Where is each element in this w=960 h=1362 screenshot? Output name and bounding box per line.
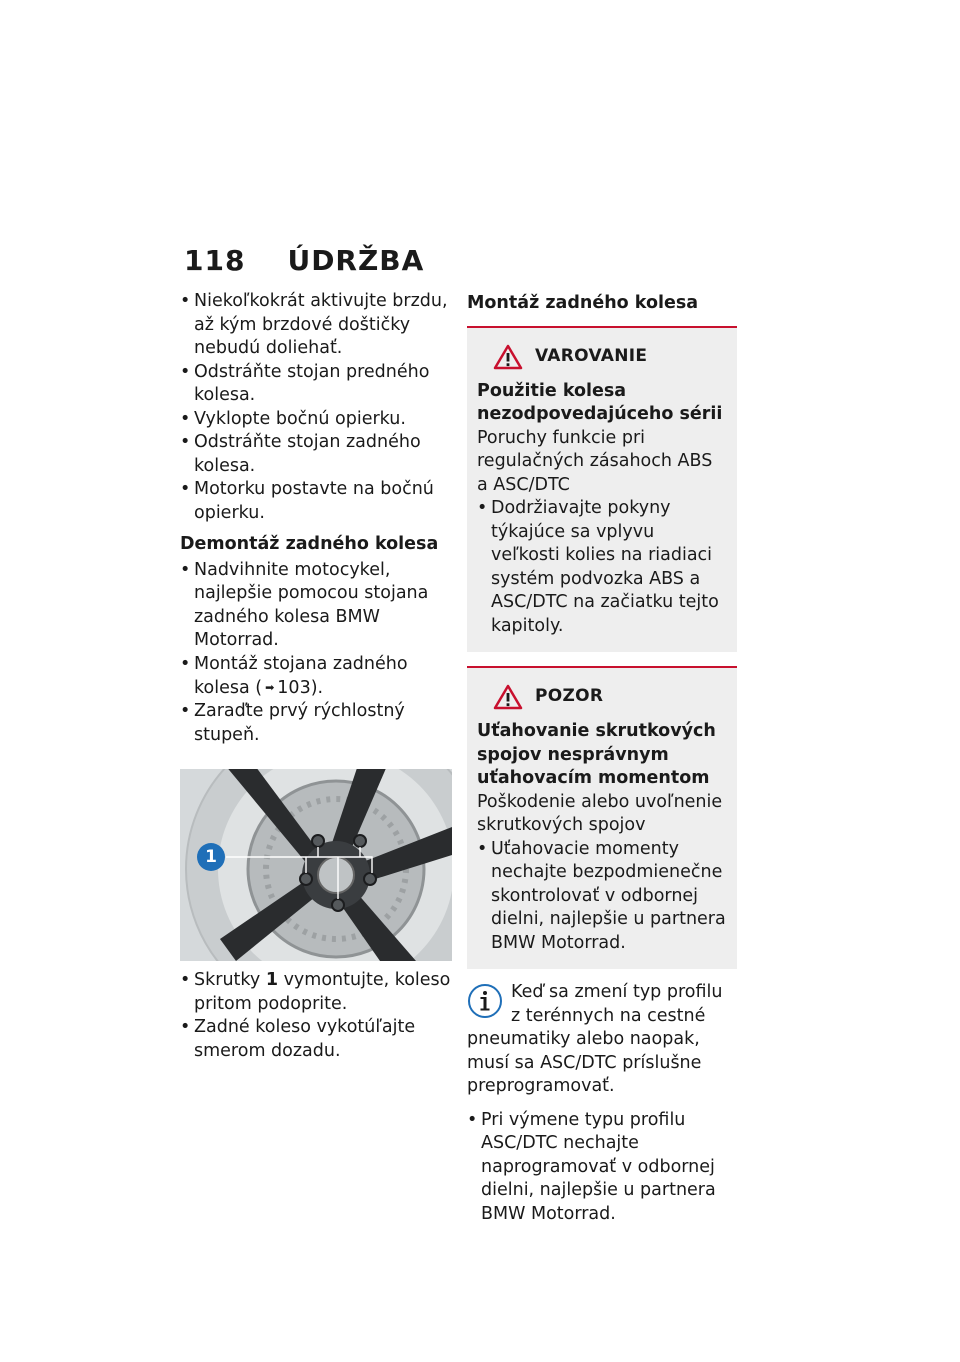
list-item: • Uťahovacie momenty nechajte bezpodmienečne skontrolovať v odbornej dielni, najlepšie u partnera BMW Motorrad.: [477, 838, 727, 956]
list-item: • Zadné koleso vykotúľajte smerom dozadu.: [180, 1016, 452, 1063]
warning-title: Použitie kolesa nezodpovedajúceho sérii: [477, 380, 723, 424]
callout-reference: 1: [265, 970, 279, 991]
warning-description: Poruchy funkcie pri regulačných zásahoch ABS a ASC/DTC: [477, 427, 713, 495]
list-item: • Skrutky 1 vymontujte, koleso pritom podoprite.: [180, 969, 452, 1016]
page-reference-arrow-icon: ➡: [265, 681, 275, 694]
rear-wheel-figure: [180, 769, 452, 961]
info-icon: [467, 983, 503, 1019]
list-item: • Pri výmene typu profilu ASC/DTC nechajte naprogramovať v odbornej dielni, najlepšie u partnera BMW Motorrad.: [467, 1109, 737, 1227]
step-list-1: [180, 290, 452, 525]
warning-header: [493, 344, 727, 370]
caution-label: POZOR: [535, 686, 604, 707]
page-reference-link[interactable]: 103: [277, 677, 311, 698]
list-item: • Motorku postavte na bočnú opierku.: [180, 478, 452, 525]
figure-callout-1: 1: [205, 847, 217, 868]
warning-triangle-icon: [493, 344, 523, 370]
warning-list: [477, 497, 727, 638]
info-text: Keď sa zmení typ profilu z terénnych na cestné pneumatiky alebo naopak, musí sa ASC/DTC príslušne preprogramovať.: [467, 982, 723, 1096]
right-column: [467, 290, 737, 1226]
caution-description: Poškodenie alebo uvoľnenie skrutkových spojov: [477, 791, 723, 835]
section-heading-removal: Demontáž zadného kolesa: [180, 534, 439, 554]
warning-label: VAROVANIE: [535, 345, 648, 366]
list-item: • Zaraďte prvý rýchlostný stupeň.: [180, 700, 452, 747]
caution-header: [493, 684, 727, 710]
caution-list: [477, 838, 727, 956]
step-list-2: [180, 559, 452, 748]
info-note: [467, 981, 737, 1099]
caution-title: Uťahovanie skrutkových spojov nesprávnym uťahovacím momentom: [477, 721, 716, 788]
page-header: [184, 244, 424, 277]
step-list-3: [180, 969, 452, 1063]
list-item: • Odstráňte stojan zadného kolesa.: [180, 431, 452, 478]
list-item: • Dodržiavajte pokyny týkajúce sa vplyvu veľkosti kolies na riadiaci systém podvozka ABS a ASC/DTC na začiatku tejto kapitoly.: [477, 497, 727, 638]
list-item: • Niekoľkokrát aktivujte brzdu, až kým brzdové doštičky nebudú doliehať.: [180, 290, 452, 361]
list-item: • Odstráňte stojan predného kolesa.: [180, 361, 452, 408]
list-item-with-reference: • Montáž stojana zadného kolesa ( ➡ 103).: [180, 653, 452, 701]
section-heading-install: Montáž zadného kolesa: [467, 293, 699, 313]
left-column: [180, 290, 452, 1063]
warning-box: [467, 326, 737, 653]
page-number: 118: [184, 244, 246, 277]
caution-triangle-icon: [493, 684, 523, 710]
list-item: • Vyklopte bočnú opierku.: [180, 408, 452, 432]
step-list-4: [467, 1109, 737, 1227]
caution-box: [467, 666, 737, 969]
section-title: ÚDRŽBA: [287, 244, 425, 277]
list-item: • Nadvihnite motocykel, najlepšie pomocou stojana zadného kolesa BMW Motorrad.: [180, 559, 452, 653]
